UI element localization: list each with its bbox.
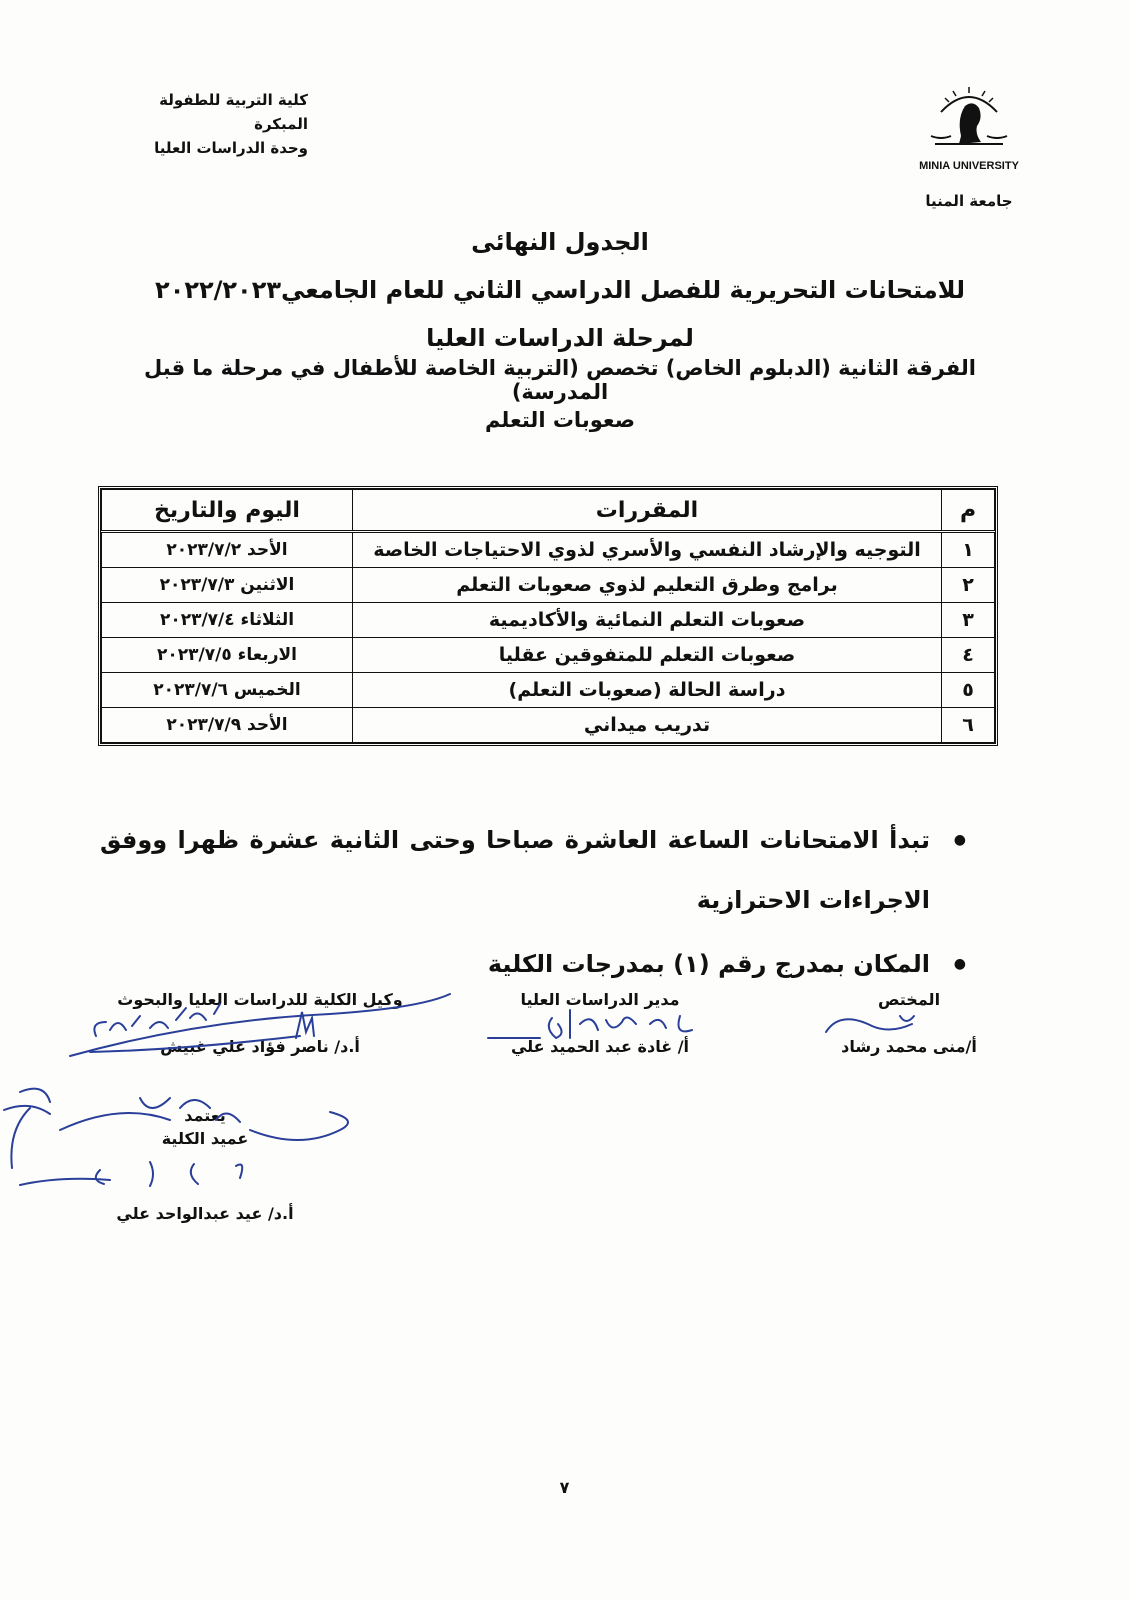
program-subtitle: الفرقة الثانية (الدبلوم الخاص) تخصص (التربية الخاصة للأطفال في مرحلة ما قبل المدرسة) bbox=[144, 356, 976, 404]
row-date: الاربعاء ٢٠٢٣/٧/٥ bbox=[102, 638, 353, 673]
university-name: جامعة المنيا bbox=[925, 192, 1013, 210]
row-num: ٢ bbox=[942, 568, 995, 603]
row-course: دراسة الحالة (صعوبات التعلم) bbox=[353, 673, 942, 708]
signature-role: وكيل الكلية للدراسات العليا والبحوث bbox=[117, 990, 403, 1009]
table-row bbox=[102, 568, 995, 603]
row-course: برامج وطرق التعليم لذوي صعوبات التعلم bbox=[353, 568, 942, 603]
signature-role: المختص bbox=[877, 990, 941, 1009]
row-num: ٦ bbox=[942, 708, 995, 743]
unit-name: وحدة الدراسات العليا bbox=[154, 139, 308, 157]
signature-name: أ/منى محمد رشاد bbox=[841, 1037, 977, 1056]
header-num: م bbox=[942, 490, 995, 532]
logo-caption: MINIA UNIVERSITY bbox=[919, 160, 1019, 172]
row-course: التوجيه والإرشاد النفسي والأسري لذوي الاحتياجات الخاصة bbox=[353, 532, 942, 568]
signature-name: أ.د/ ناصر فؤاد علي غبيش bbox=[160, 1037, 360, 1056]
note-exam-location: ● المكان بمدرج رقم (١) بمدرجات الكلية bbox=[100, 934, 966, 994]
table-header-row bbox=[102, 490, 995, 532]
table-row bbox=[102, 532, 995, 568]
table-row bbox=[102, 673, 995, 708]
row-course: صعوبات التعلم النمائية والأكاديمية bbox=[353, 603, 942, 638]
exam-subtitle: للامتحانات التحريرية للفصل الدراسي الثاني للعام الجامعي٢٠٢٢/٢٠٢٣ bbox=[155, 276, 965, 304]
header-date: اليوم والتاريخ bbox=[102, 490, 353, 532]
faculty-name: كلية التربية للطفولة المبكرة bbox=[159, 91, 308, 133]
row-num: ٤ bbox=[942, 638, 995, 673]
row-date: الخميس ٢٠٢٣/٧/٦ bbox=[102, 673, 353, 708]
signature-name: أ.د/ عيد عبدالواحد علي bbox=[116, 1204, 294, 1223]
table-row bbox=[102, 603, 995, 638]
header-course: المقررات bbox=[353, 490, 942, 532]
page-number: ٧ bbox=[559, 1478, 570, 1497]
exam-schedule-table bbox=[98, 486, 998, 746]
signature-name: أ/ غادة عبد الحميد علي bbox=[510, 1037, 690, 1056]
signature-role: مدير الدراسات العليا bbox=[520, 990, 680, 1009]
row-num: ١ bbox=[942, 532, 995, 568]
row-date: الأحد ٢٠٢٣/٧/٩ bbox=[102, 708, 353, 743]
university-logo-icon bbox=[921, 78, 1017, 158]
row-course: صعوبات التعلم للمتفوقين عقليا bbox=[353, 638, 942, 673]
note-exam-time: ● تبدأ الامتحانات الساعة العاشرة صباحا وحتى الثانية عشرة ظهرا ووفق الاجراءات الاحترازية bbox=[100, 810, 966, 930]
table-row bbox=[102, 708, 995, 743]
signature-dean bbox=[95, 1106, 315, 1223]
table-row bbox=[102, 638, 995, 673]
signature-role: عميد الكلية bbox=[161, 1129, 249, 1148]
signature-approve: يعتمد bbox=[184, 1106, 226, 1125]
university-block bbox=[869, 78, 1069, 210]
signature-specialist bbox=[829, 990, 989, 1056]
faculty-block bbox=[108, 88, 308, 160]
specialization-subtitle: صعوبات التعلم bbox=[484, 408, 636, 432]
notes-list bbox=[100, 810, 966, 994]
row-date: الاثنين ٢٠٢٣/٧/٣ bbox=[102, 568, 353, 603]
signature-vice-dean bbox=[90, 990, 430, 1056]
row-num: ٥ bbox=[942, 673, 995, 708]
row-num: ٣ bbox=[942, 603, 995, 638]
page-title: الجدول النهائى bbox=[471, 228, 649, 256]
signature-director bbox=[470, 990, 730, 1056]
stage-subtitle: لمرحلة الدراسات العليا bbox=[426, 324, 694, 352]
document-titles bbox=[100, 228, 1020, 432]
row-course: تدريب ميداني bbox=[353, 708, 942, 743]
row-date: الأحد ٢٠٢٣/٧/٢ bbox=[102, 532, 353, 568]
row-date: الثلاثاء ٢٠٢٣/٧/٤ bbox=[102, 603, 353, 638]
